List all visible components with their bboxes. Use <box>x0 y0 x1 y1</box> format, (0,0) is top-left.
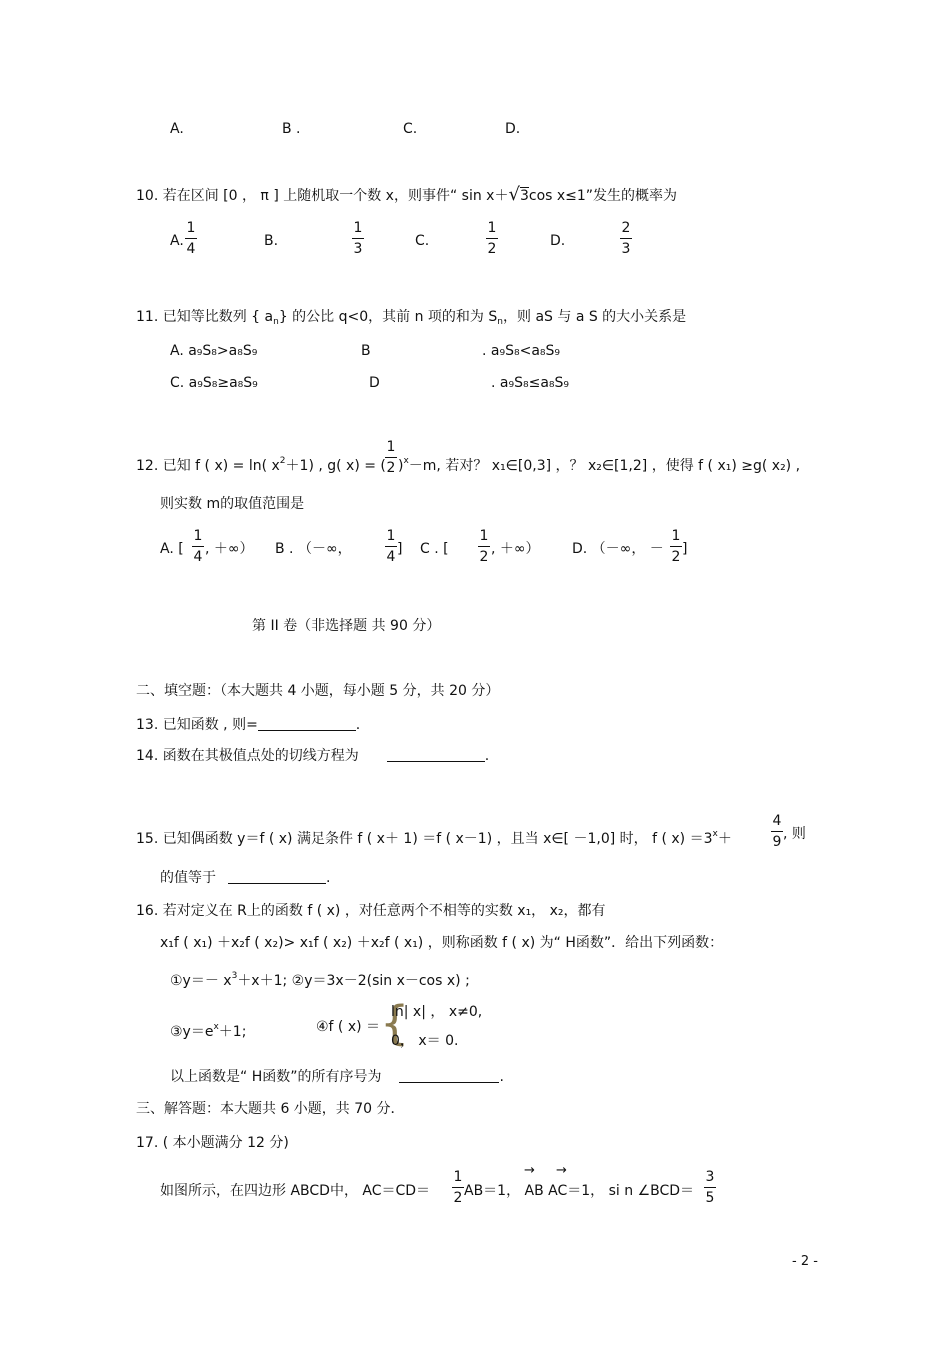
page-number: - 2 - <box>792 1254 818 1269</box>
q10-option-a-fraction: 1 4 <box>186 220 196 257</box>
q9-option-a: A. <box>170 121 184 137</box>
q12-option-d-fraction: 1 2 <box>671 528 681 565</box>
q15-stem: 15. 已知偶函数 y＝f ( x) 满足条件 f ( x＋ 1) ＝f ( x－1) ，且当 x∈[ －1,0] 时， f ( $x) =3^x+$ <box>136 829 732 847</box>
q13-answer-blank[interactable] <box>258 716 356 731</box>
q12-option-b-pre: B . （－∞， <box>275 541 352 557</box>
q12-stem-part1: 12. 已知 f ( x) = ln( $x^2+1$) , g( x) = ( <box>136 456 386 474</box>
q10-option-d-label: D. <box>550 233 566 249</box>
q16-answer-blank[interactable] <box>399 1068 499 1083</box>
q16-conclusion: 以上函数是“ H函数”的所有序号为 . <box>170 1069 504 1085</box>
q14: 14. 函数在其极值点处的切线方程为 . <box>136 748 490 764</box>
section2-heading: 二、填空题：（本大题共 4 小题，每小题 5 分，共 20 分） <box>136 683 500 699</box>
q9-option-d: D. <box>505 121 521 137</box>
q15-fraction: 4 9 <box>772 813 782 850</box>
q12-option-d-post: ] <box>682 541 688 557</box>
q12-option-a-fraction: 1 4 <box>193 528 203 565</box>
q11-option-d: . a₉S₈≤a₈S₉ <box>491 375 570 391</box>
q10-option-b-fraction: 1 3 <box>353 220 363 257</box>
q9-option-b: B . <box>282 121 301 137</box>
q10-option-c-fraction: 1 2 <box>487 220 497 257</box>
q17-title: 17. ( 本小题满分 12 分) <box>136 1135 289 1151</box>
q16-case-2: 0， x＝ 0. <box>391 1033 459 1049</box>
q12-option-c-fraction: 1 2 <box>479 528 489 565</box>
q17-stem-mid: AB＝1， AB AC＝1， si n ∠BCD＝ <box>464 1183 695 1199</box>
piecewise-brace-icon: { <box>380 996 410 1050</box>
q16-functions-1-2: ①y＝－ $x^3+x+1$; ②y＝3x－2(sin x－cos x) ; <box>170 971 470 989</box>
section3-heading: 三、解答题：本大题共 6 小题，共 70 分． <box>136 1101 405 1117</box>
q12-option-a-pre: A. [ <box>160 541 184 557</box>
q12-option-b-post: ] <box>397 541 403 557</box>
q13: 13. 已知函数 , 则= . <box>136 717 361 733</box>
q16-function-3: $③y=e^x+1$; <box>170 1022 247 1040</box>
q16-function-4-lhs: ④f ( x) ＝ <box>316 1019 381 1035</box>
q12-option-d-pre: D. （－∞， － <box>572 541 664 557</box>
q12-line2: 则实数 m的取值范围是 <box>160 496 305 512</box>
part2-title: 第 II 卷（非选择题 共 90 分） <box>252 618 441 634</box>
q11-option-b-label: B <box>361 343 371 359</box>
q16-line2: x₁f ( x₁) ＋x₂f ( x₂)> x₁f ( x₂) ＋x₂f ( x₁) ，则称函数 f ( x) 为“ H函数”．给出下列函数： <box>160 935 724 951</box>
vector-arrow-ab-icon: → <box>524 1163 535 1178</box>
vector-arrow-ac-icon: → <box>556 1163 567 1178</box>
q12-stem-part2: )$^x$－m, 若对？ x₁∈[0,3] ，？ x₂∈[1,2] ，使得 f ( x₁) ≥g( x₂) , <box>398 456 801 474</box>
q17-stem-pre: 如图所示，在四边形 ABCD中， AC＝CD＝ <box>160 1183 431 1199</box>
q10-option-d-fraction: 2 3 <box>621 220 631 257</box>
q11-stem: 11. 已知等比数列 { $a_n$} 的公比 q<0，其前 n 项的和为 $S_n$，则 aS 与 a S 的大小关系是 <box>136 309 687 327</box>
q12-option-a-post: , ＋∞） <box>205 541 254 557</box>
q17-sin-fraction: 3 5 <box>705 1169 715 1206</box>
q16-case-1: ln| x| ， x≠0, <box>391 1004 483 1020</box>
q14-answer-blank[interactable] <box>387 747 485 762</box>
q12-option-b-fraction: 1 4 <box>386 528 396 565</box>
q10-option-c-label: C. <box>415 233 430 249</box>
q15-line2: 的值等于 . <box>160 870 331 886</box>
q12-half-fraction: 1 2 <box>386 439 396 476</box>
q11-option-d-label: D <box>369 375 380 391</box>
q15-stem-tail: , 则 <box>783 826 806 842</box>
q17-half-fraction: 1 2 <box>453 1169 463 1206</box>
q9-option-c: C. <box>403 121 418 137</box>
q16-line1: 16. 若对定义在 R上的函数 f ( x) ，对任意两个不相等的实数 x₁， x₂，都有 <box>136 903 606 919</box>
q12-option-c-pre: C . [ <box>420 541 449 557</box>
q11-option-b: . a₉S₈<a₈S₉ <box>482 343 561 359</box>
q10-option-b-label: B. <box>264 233 279 249</box>
q10-option-a-label: A. <box>170 233 184 249</box>
q11-option-a: A. a₉S₈>a₈S₉ <box>170 343 258 359</box>
q11-option-c: C. a₉S₈≥a₈S₉ <box>170 375 258 391</box>
q10-stem: 10. 若在区间 [0 ， π ] 上随机取一个数 x，则事件“ sin x＋√3cos x≤1”发生的概率为 <box>136 184 678 205</box>
sqrt-symbol: √ <box>508 184 520 205</box>
q12-option-c-post: , ＋∞） <box>491 541 540 557</box>
q15-answer-blank[interactable] <box>228 869 326 884</box>
